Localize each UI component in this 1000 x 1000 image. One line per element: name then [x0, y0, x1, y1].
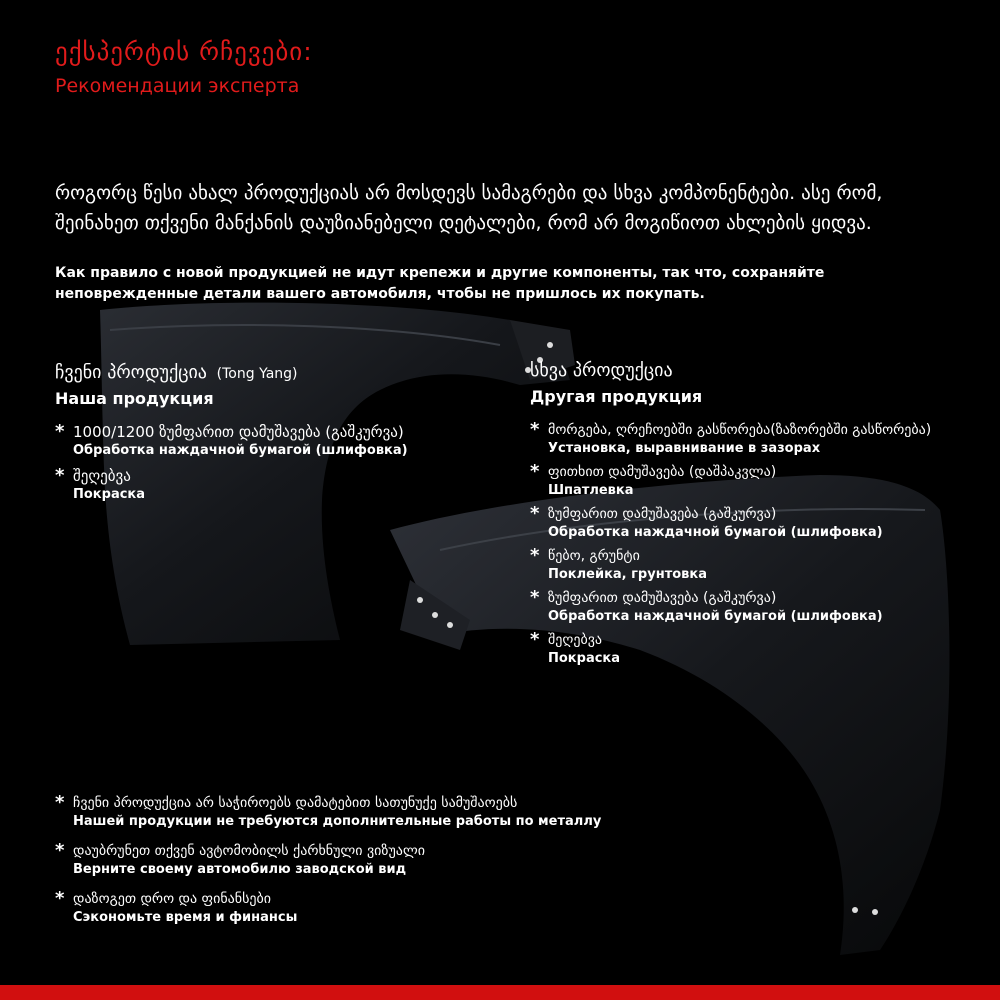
- our-products-heading-label: ჩვენი პროდუქცია: [55, 362, 207, 383]
- item-georgian: 1000/1200 ზუმფარით დამუშავება (გაშკურვა): [73, 423, 404, 441]
- other-products-heading-russian: Другая продукция: [530, 387, 703, 406]
- other-products-section: [530, 360, 1000, 672]
- list-item: [55, 422, 495, 460]
- benefit-georgian: დაუბრუნეთ თქვენ ავტომობილს ქარხნული ვიზუალი: [73, 843, 426, 859]
- item-russian: Шпатлевка: [548, 483, 634, 498]
- our-products-heading-russian: Наша продукция: [55, 389, 214, 408]
- list-item: [530, 420, 1000, 458]
- intro-russian: Как правило с новой продукцией не идут крепежи и другие компоненты, так что, сохраняйте неповрежденные детали вашего автомобиля, чтобы не пришлось их покупать.: [55, 265, 825, 302]
- list-item: [55, 466, 495, 504]
- our-products-list: [55, 422, 495, 504]
- item-georgian: წებო, გრუნტი: [548, 548, 640, 564]
- benefits-list: [55, 793, 755, 927]
- item-russian: Покраска: [548, 651, 621, 666]
- benefit-russian: Сэкономьте время и финансы: [73, 910, 298, 925]
- list-item: [530, 504, 1000, 542]
- item-russian: Обработка наждачной бумагой (шлифовка): [548, 525, 883, 540]
- list-item: [55, 841, 755, 879]
- bullet-star: *: [530, 587, 540, 608]
- our-products-heading-georgian: [55, 362, 495, 383]
- item-russian: Обработка наждачной бумагой (шлифовка): [548, 609, 883, 624]
- item-russian: Покраска: [73, 487, 146, 502]
- title-georgian: ექსპერტის რჩევები:: [55, 37, 313, 66]
- item-georgian: ფითხით დამუშავება (დაშპაკვლა): [548, 464, 777, 480]
- list-item: [55, 889, 755, 927]
- bottom-accent-bar: [0, 985, 1000, 1000]
- list-item: [530, 588, 1000, 626]
- item-russian: Обработка наждачной бумагой (шлифовка): [73, 443, 408, 458]
- benefit-russian: Нашей продукции не требуются дополнительные работы по металлу: [73, 814, 602, 829]
- item-georgian: ზუმფარით დამუშავება (გაშკურვა): [548, 590, 777, 606]
- bullet-star: *: [55, 421, 65, 442]
- bullet-star: *: [530, 461, 540, 482]
- item-georgian: შეღებვა: [548, 632, 603, 648]
- bullet-star: *: [55, 465, 65, 486]
- item-georgian: შეღებვა: [73, 467, 131, 485]
- bullet-star: *: [530, 503, 540, 524]
- our-products-section: [55, 362, 495, 510]
- list-item: [530, 546, 1000, 584]
- other-products-heading-georgian: სხვა პროდუქცია: [530, 360, 673, 381]
- bullet-star: *: [530, 419, 540, 440]
- benefit-georgian: დაზოგეთ დრო და ფინანსები: [73, 891, 271, 907]
- list-item: [55, 793, 755, 831]
- item-georgian: მორგება, ღრეჩოებში გასწორება(ზაზორებში გასწორება): [548, 422, 932, 438]
- item-russian: Поклейка, грунтовка: [548, 567, 707, 582]
- bullet-star: *: [55, 840, 65, 861]
- benefit-russian: Верните своему автомобилю заводской вид: [73, 862, 407, 877]
- title-russian: Рекомендации эксперта: [55, 75, 300, 97]
- item-georgian: ზუმფარით დამუშავება (გაშკურვა): [548, 506, 777, 522]
- bullet-star: *: [55, 888, 65, 909]
- intro-georgian: როგორც წესი ახალ პროდუქციას არ მოსდევს სამაგრები და სხვა კომპონენტები. ასე რომ, შეინახეთ თქვენი მანქანის დაუზიანებელი დეტალები, რომ არ მოგიწიოთ ახლების ყიდვა.: [55, 182, 883, 234]
- list-item: [530, 630, 1000, 668]
- bullet-star: *: [55, 792, 65, 813]
- item-russian: Установка, выравнивание в зазорах: [548, 441, 821, 456]
- bullet-star: *: [530, 545, 540, 566]
- bullet-star: *: [530, 629, 540, 650]
- benefits-section: [55, 793, 755, 937]
- benefit-georgian: ჩვენი პროდუქცია არ საჭიროებს დამატებით სათუნუქე სამუშაოებს: [73, 795, 518, 811]
- list-item: [530, 462, 1000, 500]
- brand-label: (Tong Yang): [216, 366, 298, 382]
- other-products-list: [530, 420, 1000, 668]
